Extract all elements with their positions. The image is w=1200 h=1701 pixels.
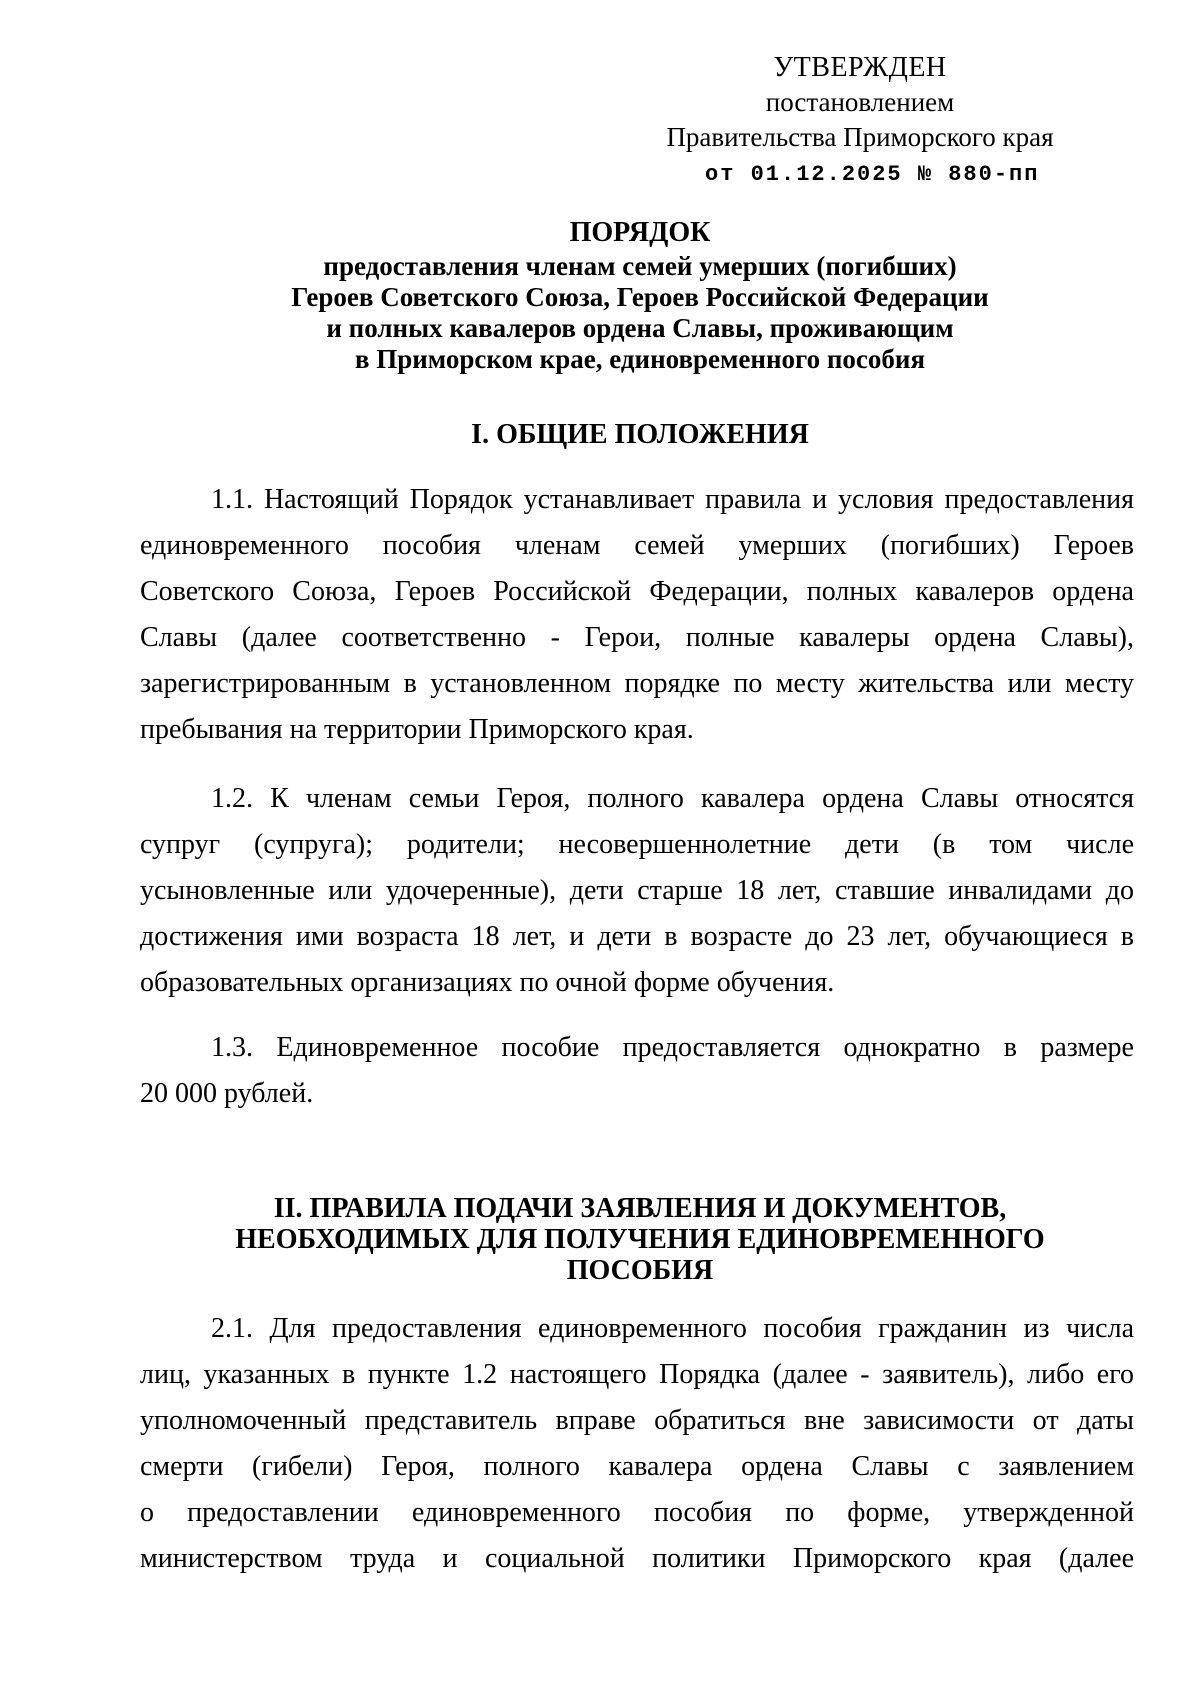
text-line: смерти (гибели) Героя, полного кавалера ордена Славы с заявлением: [140, 1451, 1134, 1482]
text-line: образовательных организациях по очной форме обучения.: [140, 967, 835, 998]
heading-line: НЕОБХОДИМЫХ ДЛЯ ПОЛУЧЕНИЯ ЕДИНОВРЕМЕННОГО: [235, 1224, 1045, 1255]
text-line: 1.2. К членам семьи Героя, полного кавалера ордена Славы относятся: [211, 783, 1134, 814]
text-line: пребывания на территории Приморского края.: [140, 714, 694, 745]
heading-line: II. ПРАВИЛА ПОДАЧИ ЗАЯВЛЕНИЯ И ДОКУМЕНТОВ,: [273, 1193, 1007, 1224]
paragraph-1-1: [140, 477, 1134, 753]
text-line: Советского Союза, Героев Российской Федерации, полных кавалеров ордена: [140, 576, 1134, 607]
title-main: ПОРЯДОК: [569, 217, 711, 248]
approval-authority: Правительства Приморского края: [666, 122, 1054, 152]
document-title: [180, 214, 1100, 375]
paragraph-1-3: [140, 1025, 1134, 1117]
text-line: 1.1. Настоящий Порядок устанавливает правила и условия предоставления: [211, 484, 1134, 515]
decree-reference: от 01.12.2025 № 880-пп: [705, 162, 1040, 187]
text-line: супруг (супруга); родители; несовершеннолетние дети (в том числе: [140, 829, 1134, 860]
text-line: Славы (далее соответственно - Герои, полные кавалеры ордена Славы),: [140, 622, 1134, 653]
text-line: лиц, указанных в пункте 1.2 настоящего Порядка (далее - заявитель), либо его: [140, 1359, 1134, 1390]
title-line: в Приморском крае, единовременного пособия: [354, 344, 926, 374]
heading-line: ПОСОБИЯ: [566, 1255, 714, 1286]
text-line: уполномоченный представитель вправе обратиться вне зависимости от даты: [140, 1405, 1134, 1436]
text-line: зарегистрированным в установленном порядке по месту жительства или месту: [140, 668, 1134, 699]
paragraph-1-2: [140, 776, 1134, 1006]
title-line: и полных кавалеров ордена Славы, проживающим: [326, 313, 954, 343]
text-line: 20 000 рублей.: [140, 1078, 314, 1109]
approval-word: УТВЕРЖДЕН: [773, 52, 947, 83]
text-line: о предоставлении единовременного пособия по форме, утвержденной: [140, 1497, 1134, 1528]
text-line: министерством труда и социальной политики Приморского края (далее: [140, 1543, 1134, 1574]
section-heading-general: I. ОБЩИЕ ПОЛОЖЕНИЯ: [471, 419, 809, 450]
text-line: достижения ими возраста 18 лет, и дети в возрасте до 23 лет, обучающиеся в: [140, 921, 1134, 952]
text-line: 1.3. Единовременное пособие предоставляется однократно в размере: [211, 1032, 1134, 1063]
text-line: 2.1. Для предоставления единовременного пособия гражданин из числа: [211, 1313, 1134, 1344]
text-line: единовременного пособия членам семей умерших (погибших) Героев: [140, 530, 1134, 561]
text-line: усыновленные или удочеренные), дети старше 18 лет, ставшие инвалидами до: [140, 875, 1134, 906]
title-line: предоставления членам семей умерших (погибших): [323, 251, 957, 281]
title-line: Героев Советского Союза, Героев Российской Федерации: [291, 282, 989, 312]
approval-by: постановлением: [765, 87, 955, 117]
section-heading-application-rules: [140, 1193, 1140, 1286]
paragraph-2-1: [140, 1306, 1134, 1582]
approval-block: [640, 50, 1080, 192]
